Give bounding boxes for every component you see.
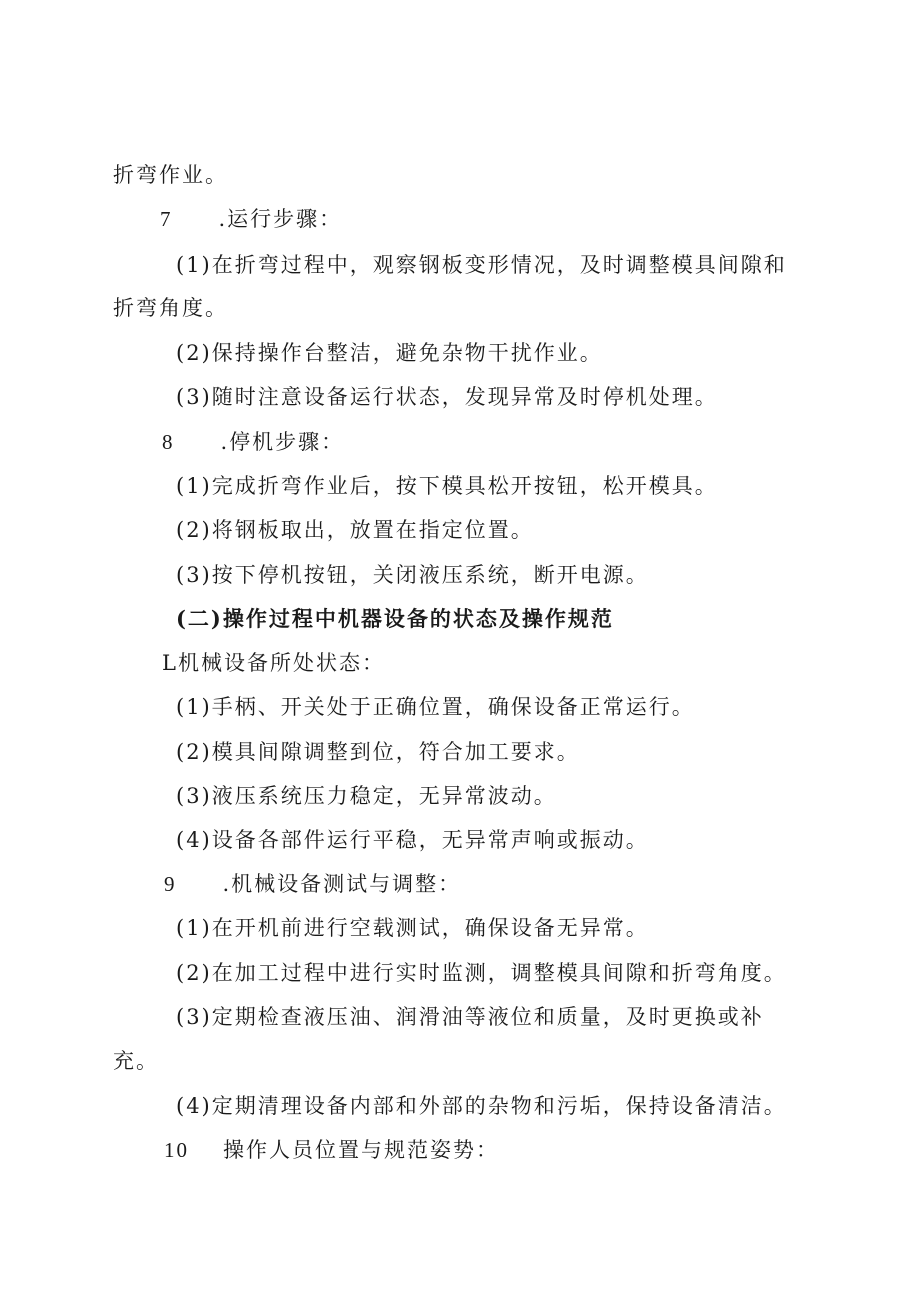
subsection-label: L机械设备所处状态： (162, 651, 385, 675)
list-item: (3)随时注意设备运行状态，发现异常及时停机处理。 (176, 385, 718, 409)
section-heading-8 (162, 427, 344, 457)
list-item: (3)定期检查液压油、润滑油等液位和质量，及时更换或补 (176, 1005, 764, 1029)
list-item: (3)按下停机按钮，关闭液压系统，断开电源。 (176, 563, 649, 587)
section-number: 9 (164, 872, 177, 896)
section-title: .运行步骤： (218, 207, 343, 231)
section-heading-10 (164, 1135, 499, 1165)
list-item: (2)将钢板取出，放置在指定位置。 (176, 518, 534, 542)
list-item: (2)在加工过程中进行实时监测，调整模具间隙和折弯角度。 (176, 961, 787, 985)
section-heading-9 (164, 869, 461, 899)
list-item: (2)保持操作台整洁，避免杂物干扰作业。 (176, 341, 603, 365)
section-number: 8 (162, 430, 175, 454)
paragraph-line: 充。 (113, 1049, 159, 1073)
section-number: 7 (160, 207, 173, 231)
list-item: (1)手柄、开关处于正确位置，确保设备正常运行。 (176, 695, 695, 719)
section-number: 10 (164, 1138, 189, 1162)
paragraph-line: 折弯作业。 (113, 163, 228, 187)
list-item: (2)模具间隙调整到位，符合加工要求。 (176, 740, 580, 764)
list-item: (1)在折弯过程中，观察钢板变形情况，及时调整模具间隙和 (176, 253, 787, 277)
section-title: 操作人员位置与规范姿势： (223, 1138, 499, 1162)
list-item: (1)完成折弯作业后，按下模具松开按钮，松开模具。 (176, 474, 718, 498)
subsection-heading: (二)操作过程中机器设备的状态及操作规范 (176, 606, 614, 631)
list-item: (1)在开机前进行空载测试，确保设备无异常。 (176, 916, 649, 940)
list-item: (4)定期清理设备内部和外部的杂物和污垢，保持设备清洁。 (176, 1094, 787, 1118)
section-title: .停机步骤： (220, 430, 345, 454)
section-heading-7 (160, 204, 342, 234)
list-item: (4)设备各部件运行平稳，无异常声响或振动。 (176, 828, 649, 852)
paragraph-line: 折弯角度。 (113, 296, 228, 320)
list-item: (3)液压系统压力稳定，无异常波动。 (176, 784, 557, 808)
section-title: .机械设备测试与调整： (222, 872, 462, 896)
